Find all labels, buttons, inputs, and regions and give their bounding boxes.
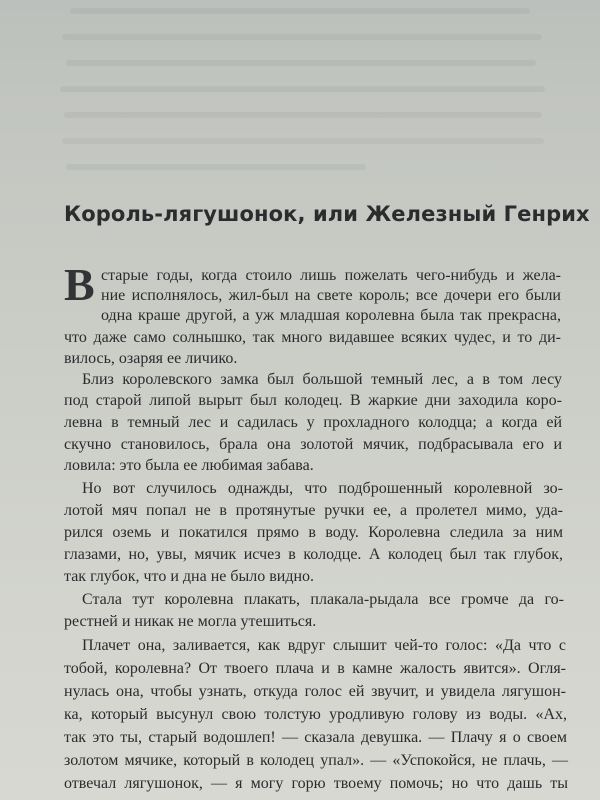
text-line: рился оземь и покатился прямо в воду. Королевна следила за ним bbox=[64, 524, 563, 541]
text-line: тобой, королевна? От твоего плача и в камне жалость явится». Огля- bbox=[64, 660, 566, 677]
text-line: ловила: это была ее любимая забава. bbox=[64, 457, 314, 474]
text-line: Стала тут королевна плакать, плакала-рыдала все громче да го- bbox=[82, 591, 564, 608]
text-line: скучно становилось, брала она золотой мячик, подбрасывала его и bbox=[64, 436, 562, 453]
text-line: что даже само солнышко, так много видавшее всяких чудес, и то ди- bbox=[64, 329, 561, 346]
text-line: так это ты, старый водошлеп! — сказала девушка. — Плачу я о своем bbox=[64, 729, 567, 746]
text-line: Близ королевского замка был большой темный лес, а в том лесу bbox=[82, 371, 562, 388]
text-line: одна краше другой, а уж младшая королевна была так прекрасна, bbox=[101, 307, 561, 324]
text-line: под старой липой вырыт был колодец. В жаркие дни заходила коро- bbox=[64, 392, 562, 409]
drop-cap: В bbox=[64, 259, 95, 310]
text-line: левна в темный лес и садилась у прохладного колодца; а когда ей bbox=[64, 414, 562, 431]
text-line: Но вот случилось однажды, что подброшенный королевной зо- bbox=[82, 480, 563, 497]
story-title: Король-лягушонок, или Железный Генрих bbox=[64, 202, 590, 226]
text-line: отвечал лягушонок, — я могу горю твоему помочь; но что дашь ты bbox=[64, 775, 568, 792]
text-line: вилось, озаряя ее личико. bbox=[64, 350, 238, 367]
text-line: ние исполнялось, жил-был на свете король; все дочери его были bbox=[101, 287, 561, 304]
text-line: лотой мяч попал не в протянутые ручки ее, а пролетел мимо, уда- bbox=[64, 502, 563, 519]
text-line: ка, который высунул свою толстую уродливую голову из воды. «Ах, bbox=[64, 706, 567, 723]
text-line: старые годы, когда стоило лишь пожелать чего-нибудь и жела- bbox=[101, 267, 561, 284]
text-line: Плачет она, заливается, как вдруг слышит чей-то голос: «Да что с bbox=[82, 637, 566, 654]
text-line: золотом мячике, который в колодец упал». — «Успокойся, не плачь, — bbox=[64, 752, 568, 769]
text-line: рестней и никак не могла утешиться. bbox=[64, 613, 317, 630]
text-line: так глубок, что и дна не было видно. bbox=[64, 568, 315, 585]
text-line: глазами, но, увы, мячик исчез в колодце. А колодец был так глубок, bbox=[64, 546, 563, 563]
text-line: нулась она, чтобы узнать, откуда голос ей звучит, и увидела лягушон- bbox=[64, 683, 566, 700]
